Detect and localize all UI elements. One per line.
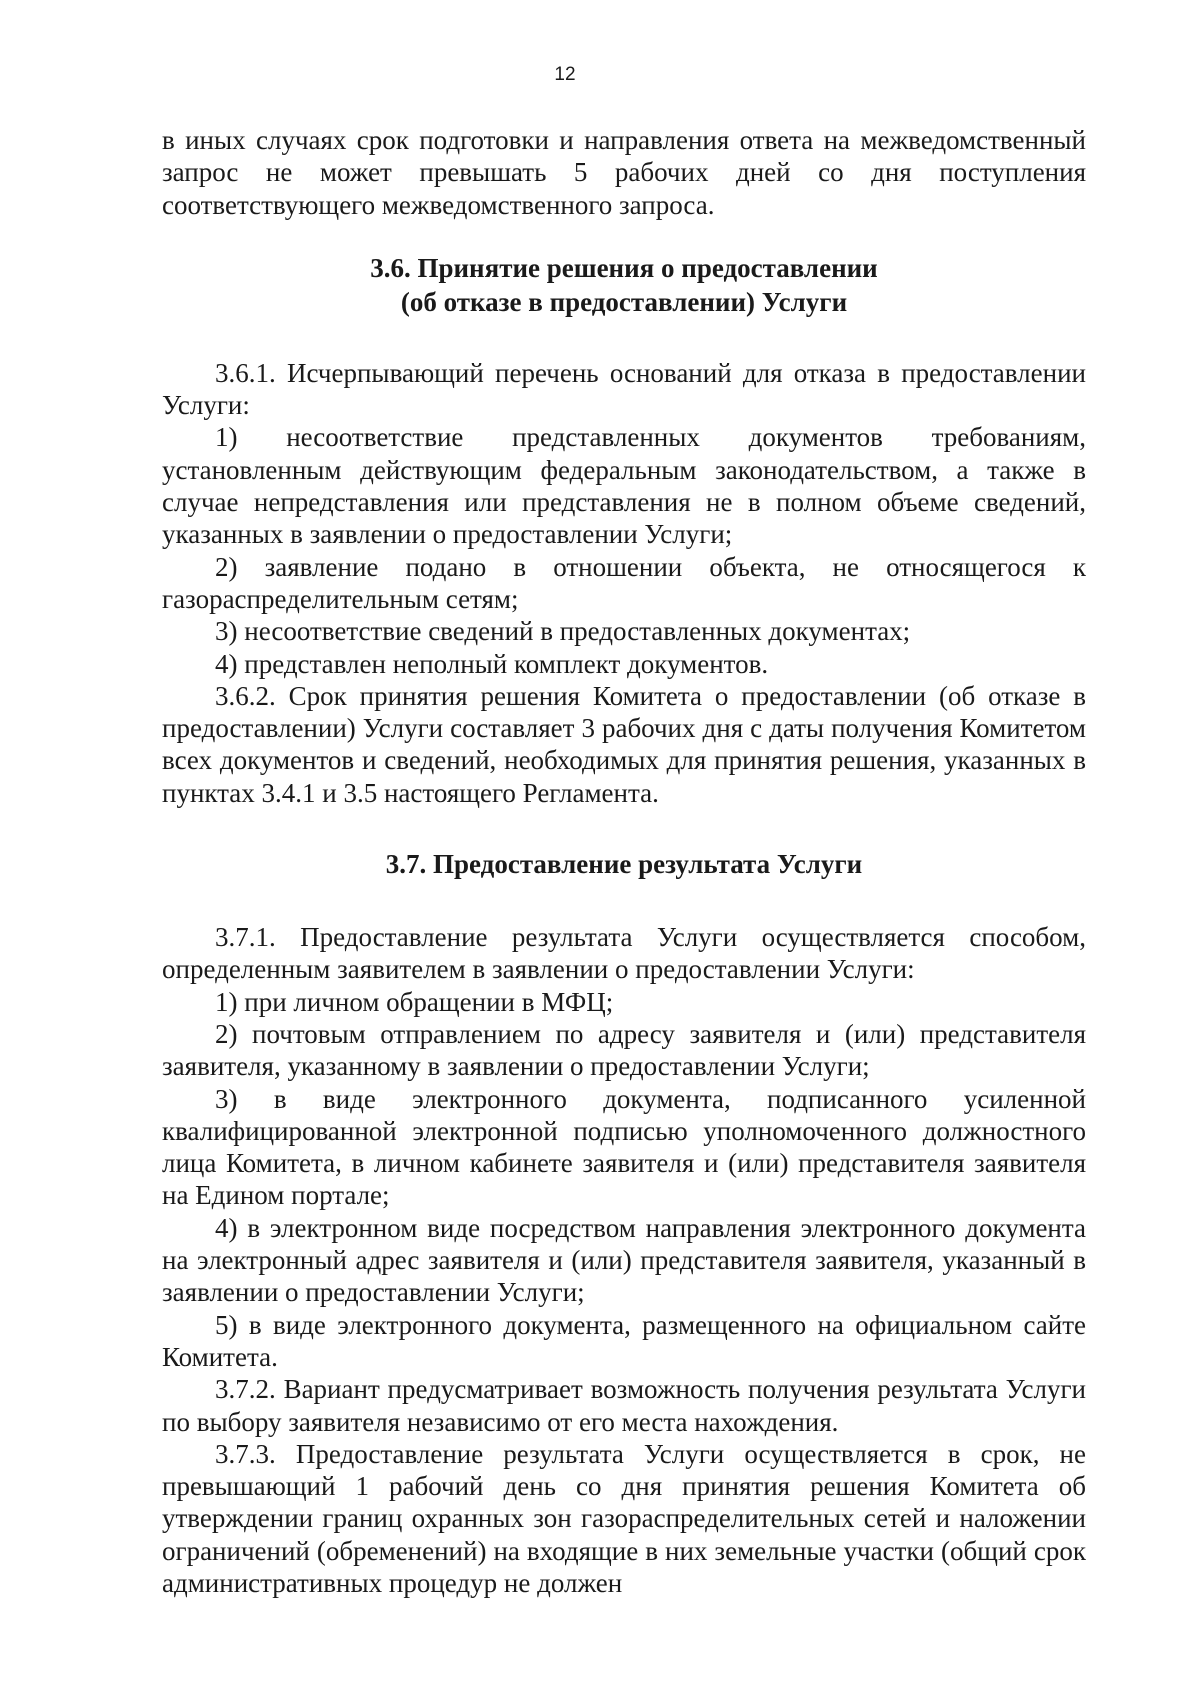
- paragraph-3-7-2: 3.7.2. Вариант предусматривает возможность получения результата Услуги по выбору заявителя независимо от его места нахождения.: [162, 1374, 1086, 1437]
- paragraph-3-6-1: 3.6.1. Исчерпывающий перечень оснований для отказа в предоставлении Услуги:: [162, 357, 1086, 421]
- list-item: 2) почтовым отправлением по адресу заявителя и (или) представителя заявителя, указанному в заявлении о предоставлении Услуги;: [162, 1018, 1086, 1082]
- list-item: 3) в виде электронного документа, подписанного усиленной квалифицированной электронной подписью уполномоченного должностного лица Комитета, в личном кабинете заявителя и (или) представителя заявителя на Едином портале;: [162, 1083, 1086, 1211]
- list-item: 4) представлен неполный комплект документов.: [215, 648, 769, 679]
- list-item: 2) заявление подано в отношении объекта, не относящегося к газораспределительным сетям;: [162, 551, 1086, 614]
- paragraph-3-7-1: 3.7.1. Предоставление результата Услуги осуществляется способом, определенным заявителем в заявлении о предоставлении Услуги:: [162, 922, 1086, 985]
- section-3-7-title: 3.7. Предоставление результата Услуги: [385, 849, 863, 880]
- paragraph-3-6-2: 3.6.2. Срок принятия решения Комитета о предоставлении (об отказе в предоставлении) Услуги составляет 3 рабочих дня с даты получения Комитетом всех документов и сведений, необходимых для принятия решения, указанных в пунктах 3.4.1 и 3.5 настоящего Регламента.: [162, 680, 1086, 808]
- list-item: 3) несоответствие сведений в предоставленных документах;: [215, 616, 911, 647]
- list-item: 4) в электронном виде посредством направления электронного документа на электронный адрес заявителя и (или) представителя заявителя, указанный в заявлении о предоставлении Услуги;: [162, 1212, 1086, 1308]
- section-3-6-title-line-1: 3.6. Принятие решения о предоставлении: [370, 252, 878, 283]
- list-item: 5) в виде электронного документа, размещенного на официальном сайте Комитета.: [162, 1309, 1086, 1372]
- paragraph-3-7-3: 3.7.3. Предоставление результата Услуги осуществляется в срок, не превышающий 1 рабочий день со дня принятия решения Комитета об утверждении границ охранных зон газораспределительных сетей и наложении ограничений (обременений) на входящие в них земельные участки (общий срок административных процедур не должен: [162, 1438, 1086, 1598]
- document-body: [162, 124, 1086, 1599]
- section-3-6-title-line-2: (об отказе в предоставлении) Услуги: [400, 286, 848, 317]
- section-3-6-heading: [162, 251, 1086, 319]
- page-number: 12: [554, 64, 576, 85]
- intro-paragraph: в иных случаях срок подготовки и направления ответа на межведомственный запрос не может превышать 5 рабочих дней со дня поступления соответствующего межведомственного запроса.: [162, 125, 1086, 220]
- list-item: 1) при личном обращении в МФЦ;: [215, 986, 614, 1017]
- list-item: 1) несоответствие представленных документов требованиям, установленным действующим федеральным законодательством, а также в случае непредставления или представления не в полном объеме сведений, указанных в заявлении о предоставлении Услуги;: [162, 422, 1086, 550]
